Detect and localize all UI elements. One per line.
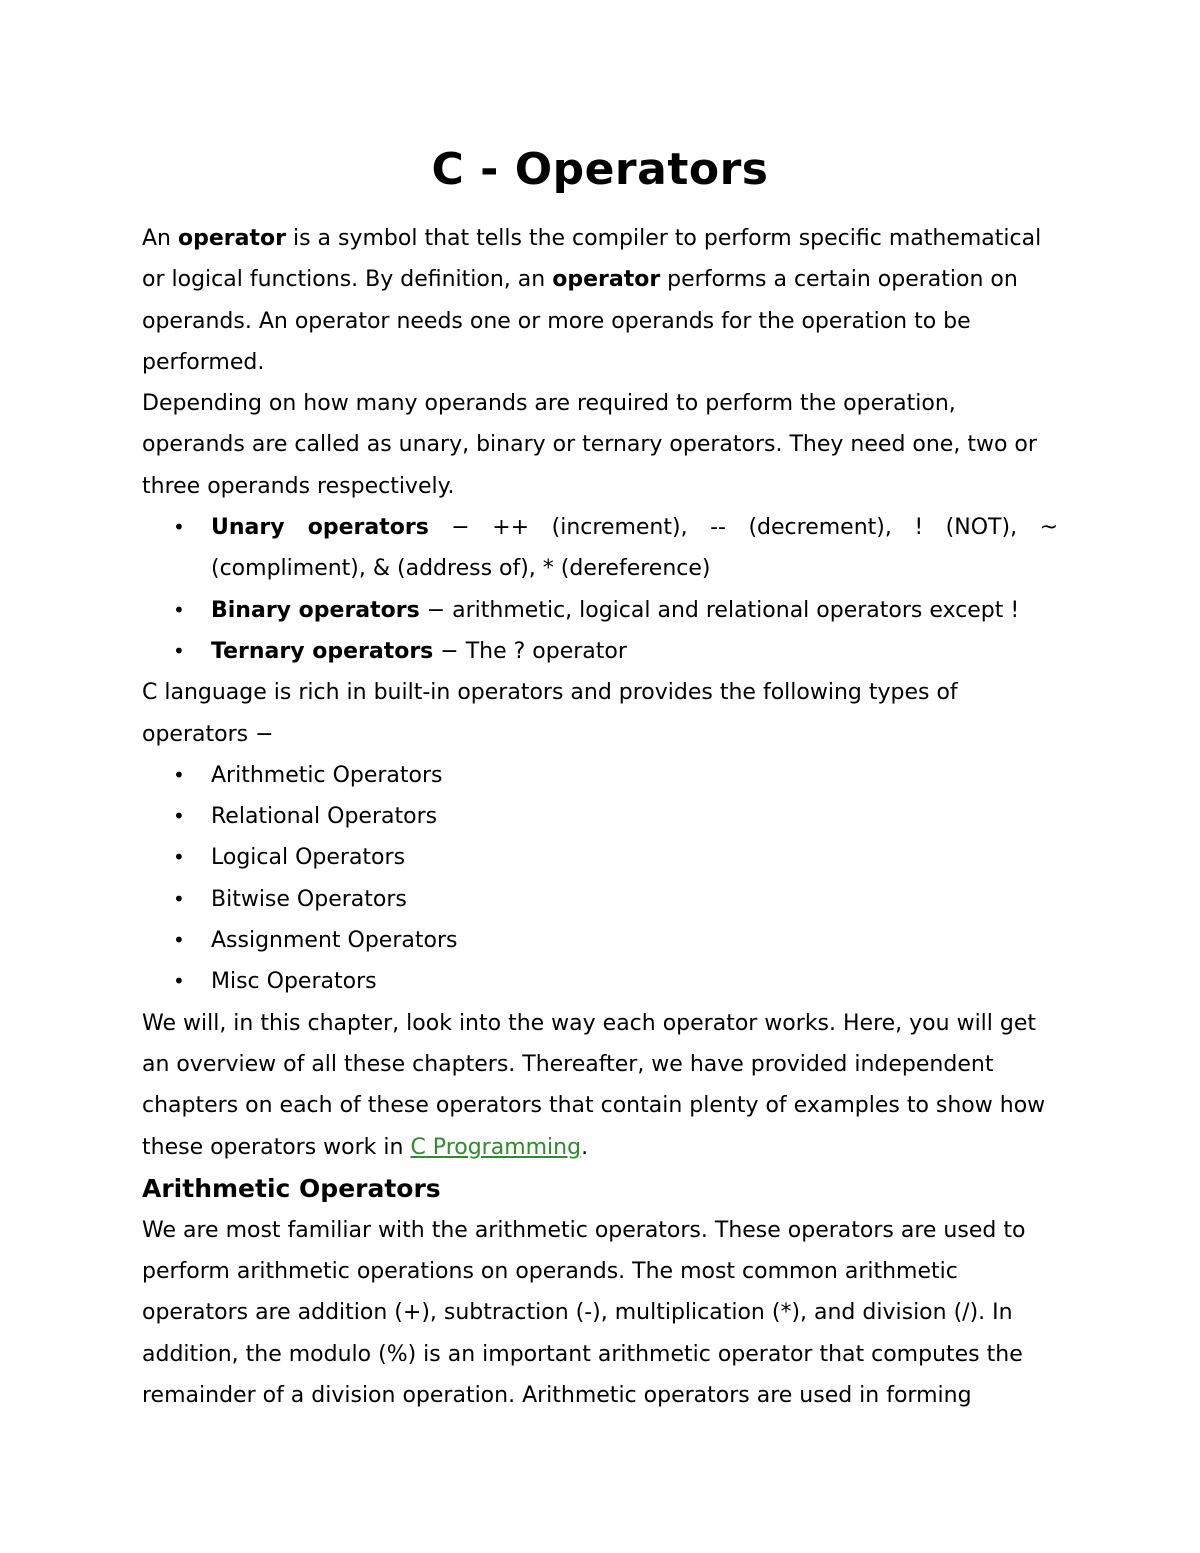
operator-term: operator [552,267,661,293]
page-title: C - Operators [431,144,769,195]
operand-types-list [142,507,1058,672]
bullet-icon: • [173,762,185,787]
list-item: • Arithmetic Operators [142,755,1058,796]
bullet-icon: • [173,515,185,540]
list-item: • Assignment Operators [142,920,1058,961]
list-item: • Bitwise Operators [142,879,1058,920]
bullet-icon: • [173,804,185,829]
document-page [142,138,1058,1416]
list-item: • Binary operators − arithmetic, logical and relational operators except ! [142,590,1058,631]
bullet-icon: • [173,845,185,870]
depending-paragraph: Depending on how many operands are required to perform the operation, operands are called as unary, binary or ternary operators. They need one, two or three operands respectively. [142,391,1037,499]
intro-paragraph: An operator is a symbol that tells the compiler to perform specific mathematical or logical functions. By definition, an operator performs a certain operation on operands. An operator needs one or more operands for the operation to be performed. [142,226,1042,375]
c-programming-link[interactable]: C Programming [410,1134,582,1160]
bullet-icon: • [173,928,185,953]
list-item: • Relational Operators [142,796,1058,837]
list-item: • Ternary operators − The ? operator [142,631,1058,672]
chapter-paragraph: We will, in this chapter, look into the way each operator works. Here, you will get an overview of all these chapters. Thereafter, we have provided independent chapters on each of these operators that contain plenty of examples to show how these operators work in C Programming. [142,1010,1046,1160]
list-item: • Logical Operators [142,837,1058,878]
bullet-icon: • [173,597,185,622]
rich-paragraph: C language is rich in built-in operators and provides the following types of operators − [142,680,958,747]
list-item: • Unary operators − ++ (increment), -- (decrement), ! (NOT), ~ (compliment), & (address of), * (dereference) [142,507,1058,590]
operator-term: operator [178,226,286,251]
bullet-icon: • [173,886,185,911]
bullet-icon: • [173,969,185,994]
list-item: • Misc Operators [142,961,1058,1002]
arithmetic-paragraph: We are most familiar with the arithmetic operators. These operators are used to perform arithmetic operations on operands. The most common arithmetic operators are addition (+), subtraction (-), multiplication (*), and division (/). In addition, the modulo (%) is an important arithmetic operator that computes the remainder of a division operation. Arithmetic operators are used in forming [142,1217,1026,1409]
bullet-icon: • [173,638,185,663]
operator-types-list [142,755,1058,1003]
arithmetic-heading: Arithmetic Operators [142,1173,441,1203]
